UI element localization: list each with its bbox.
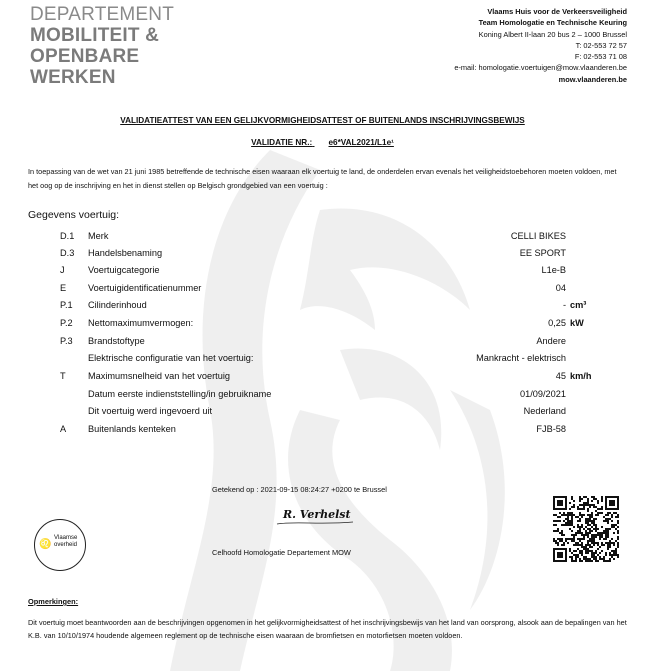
row-code: D.1	[60, 231, 75, 241]
department-logo-text	[30, 4, 174, 88]
row-label: Cilinderinhoud	[88, 300, 147, 310]
row-label: Merk	[88, 231, 109, 241]
row-value: CELLI BIKES	[510, 231, 566, 241]
row-label: Datum eerste indienststelling/in gebruikname	[88, 389, 272, 399]
intro-paragraph: In toepassing van de wet van 21 juni 1985 betreffende de technische eisen waaraan elk voertuig te land, de onderdelen ervan evenals het veiligheidstoebehoren moeten voldoen, met het oog op de inschrijving en het in dienst stellen op Belgisch grondgebied van een voertuig :	[28, 167, 617, 190]
row-label: Buitenlands kenteken	[88, 424, 176, 434]
address-phone: T: 02-553 72 57	[575, 40, 627, 50]
table-row	[0, 318, 645, 335]
row-value: -	[562, 300, 566, 310]
row-value: Nederland	[523, 406, 566, 416]
address-web[interactable]: mow.vlaanderen.be	[558, 74, 627, 84]
validation-number: e6*VAL2021/L1e¹	[328, 138, 394, 147]
row-unit: kW	[570, 318, 584, 328]
validation-label: VALIDATIE NR.:	[251, 138, 313, 147]
row-code: A	[60, 424, 67, 434]
row-code: J	[60, 265, 65, 275]
table-row	[0, 336, 645, 353]
row-label: Voertuigcategorie	[88, 265, 160, 275]
table-row	[0, 424, 645, 441]
row-value: 0,25	[548, 318, 566, 328]
signature-name: R. Verhelst	[283, 508, 351, 521]
row-label: Dit voertuig werd ingevoerd uit	[88, 406, 213, 416]
table-row	[0, 300, 645, 317]
qr-code-icon	[553, 496, 619, 562]
table-row	[0, 248, 645, 265]
lion-logo-icon: ♌	[39, 539, 52, 550]
row-label: Maximumsnelheid van het voertuig	[88, 371, 230, 381]
row-unit: cm³	[570, 300, 587, 310]
row-value: Andere	[536, 336, 566, 346]
row-label: Brandstoftype	[88, 336, 145, 346]
vlaamse-overheid-logo	[34, 519, 86, 571]
department-line-2: MOBILITEIT &	[30, 25, 160, 46]
row-label: Voertuigidentificatienummer	[88, 283, 202, 293]
row-code: E	[60, 283, 67, 293]
signatory-title: Celhoofd Homologatie Departement MOW	[212, 548, 351, 557]
table-row	[0, 231, 645, 248]
remarks-heading: Opmerkingen:	[28, 597, 79, 606]
row-unit: km/h	[570, 371, 592, 381]
row-value: FJB-58	[536, 424, 566, 434]
row-value: 01/09/2021	[520, 389, 566, 399]
row-value: Mankracht - elektrisch	[476, 353, 566, 363]
vehicle-heading: Gegevens voertuig:	[28, 209, 120, 221]
logo-line-1: Vlaamse	[54, 535, 78, 541]
row-value: 04	[555, 283, 566, 293]
table-row	[0, 353, 645, 370]
row-label: Handelsbenaming	[88, 248, 163, 258]
remarks-text: Dit voertuig moet beantwoorden aan de beschrijvingen opgenomen in het gelijkvormigheidsattest of het inschrijvingsbewijs van het land van oorsprong, alsook aan de bepalingen van het K.B. van 10/10/1974 houdende algemeen reglement op de technische eisen waaraan de bromfietsen en motorfietsen moeten voldoen.	[28, 618, 627, 640]
signed-on-text: Getekend op : 2021-09-15 08:24:27 +0200 te Brussel	[212, 485, 387, 494]
table-row	[0, 371, 645, 388]
row-code: P.1	[60, 300, 73, 310]
address-block	[454, 6, 627, 85]
row-code: T	[60, 371, 66, 381]
row-value: L1e-B	[541, 265, 566, 275]
department-line-1: DEPARTEMENT	[30, 4, 175, 25]
department-line-3: OPENBARE	[30, 46, 140, 67]
table-row	[0, 283, 645, 300]
address-team: Team Homologatie en Technische Keuring	[478, 18, 627, 28]
row-label: Elektrische configuratie van het voertuig:	[88, 353, 254, 363]
row-code: P.2	[60, 318, 73, 328]
address-email[interactable]: e-mail: homologatie.voertuigen@mow.vlaanderen.be	[454, 63, 627, 73]
table-row	[0, 406, 645, 423]
row-label: Nettomaximumvermogen:	[88, 318, 194, 328]
row-value: 45	[555, 371, 566, 381]
logo-line-2: overheid	[54, 542, 78, 548]
address-org: Vlaams Huis voor de Verkeersveiligheid	[487, 7, 627, 16]
row-code: D.3	[60, 248, 75, 258]
row-value: EE SPORT	[519, 248, 566, 258]
department-line-4: WERKEN	[30, 67, 116, 88]
address-fax: F: 02-553 71 08	[574, 52, 627, 62]
table-row	[0, 265, 645, 282]
row-code: P.3	[60, 336, 73, 346]
table-row	[0, 389, 645, 406]
document-title: VALIDATIEATTEST VAN EEN GELIJKVORMIGHEIDSATTEST OF BUITENLANDS INSCHRIJVINGSBEWIJS	[120, 116, 525, 125]
address-street: Koning Albert II-laan 20 bus 2 – 1000 Brussel	[478, 29, 627, 39]
validation-number-line	[0, 138, 645, 147]
